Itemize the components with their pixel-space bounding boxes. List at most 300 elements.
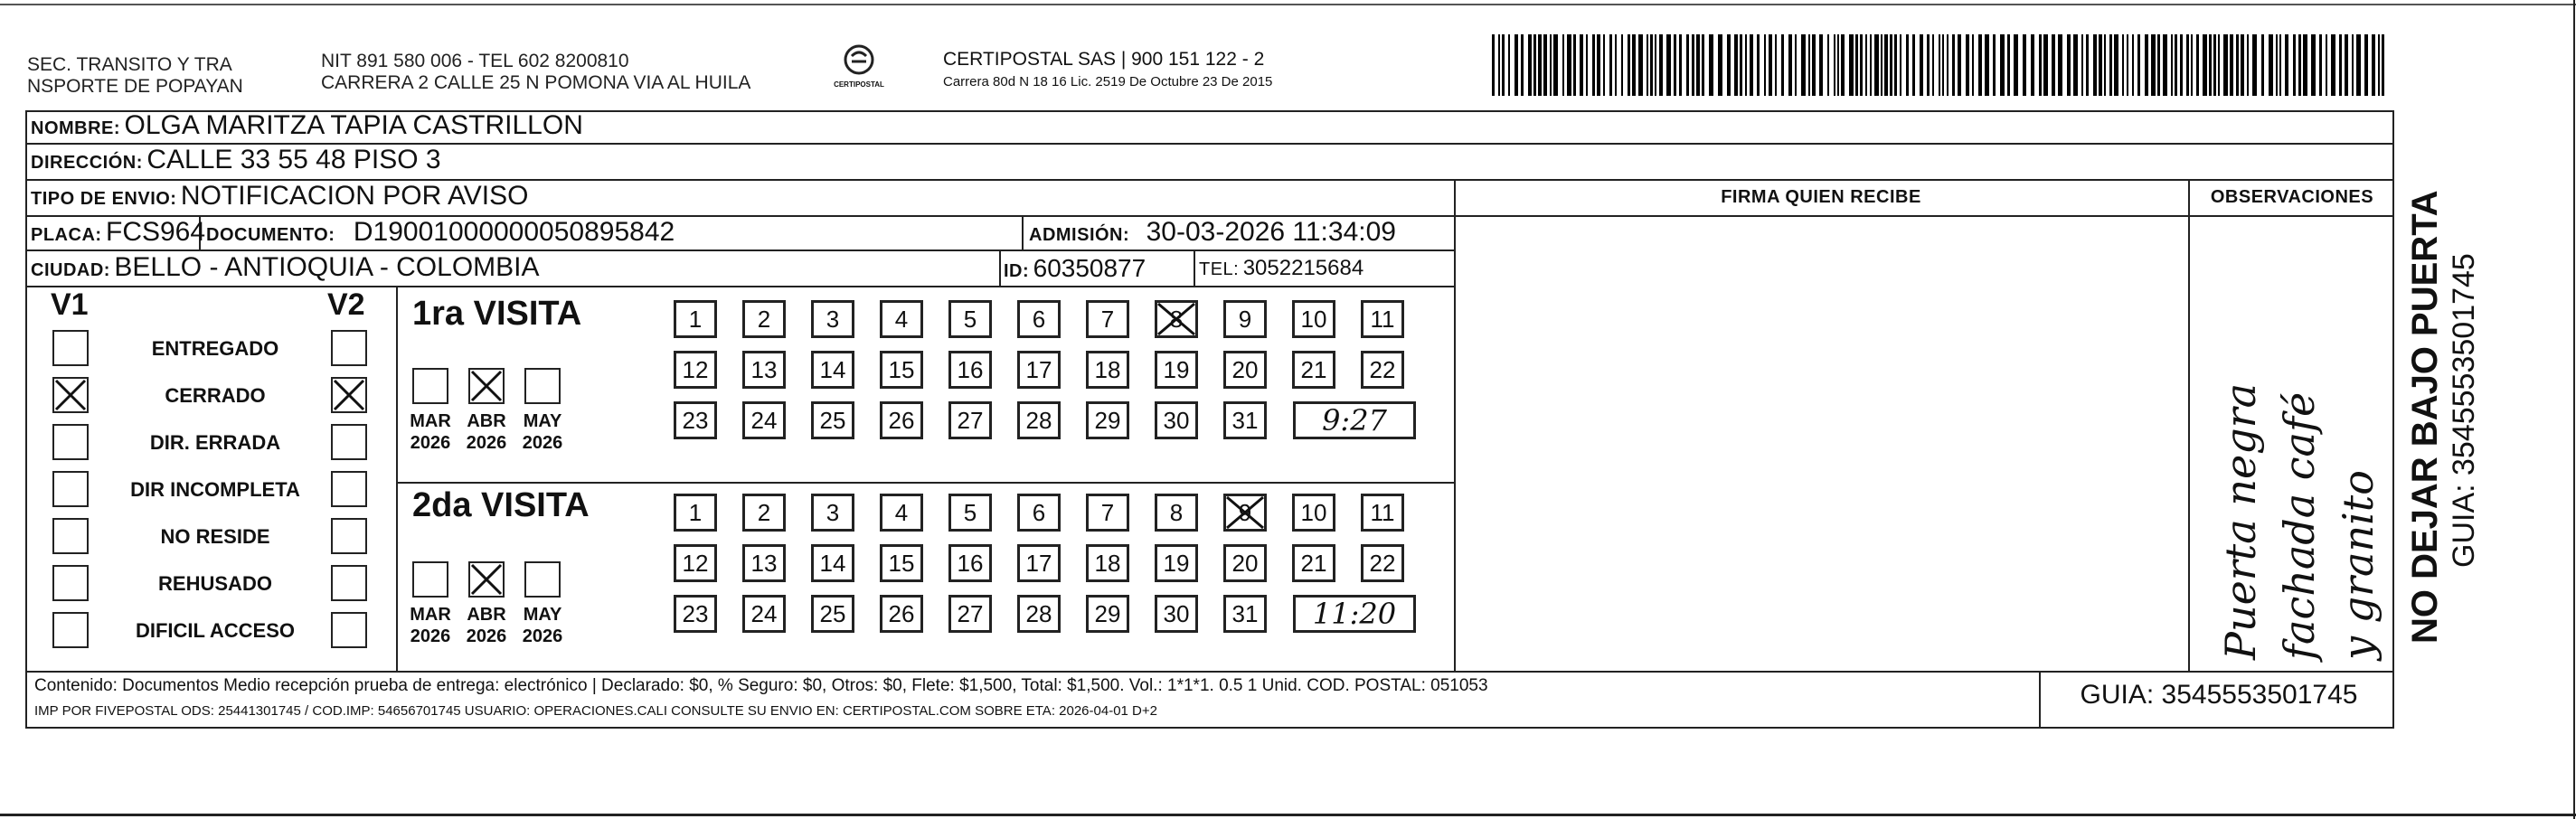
barcode-bar [1764, 34, 1766, 96]
second-visit-day-box[interactable]: 5 [948, 494, 992, 532]
barcode-bar [1533, 34, 1536, 96]
barcode-bar [2007, 34, 2010, 96]
first-visit-day-box[interactable]: 24 [742, 401, 786, 439]
status-label: DIR INCOMPLETA [130, 478, 300, 501]
second-visit-day-box[interactable]: 19 [1155, 544, 1198, 582]
barcode-bar [1849, 34, 1854, 96]
barcode [1492, 34, 2396, 96]
barcode-bar [2326, 34, 2327, 96]
direccion-row [31, 145, 441, 175]
v1-label: V1 [51, 287, 89, 322]
first-visit-day-box[interactable]: 31 [1223, 401, 1267, 439]
first-visit-day-box[interactable]: 29 [1086, 401, 1129, 439]
logo-icon [843, 43, 875, 76]
no-dejar-bajo-puerta: NO DEJAR BAJO PUERTA [2405, 190, 2445, 644]
first-visit-day-box[interactable]: 30 [1155, 401, 1198, 439]
barcode-bar [2145, 34, 2148, 96]
barcode-bar [1727, 34, 1731, 96]
visits-divider [396, 482, 1454, 484]
barcode-bar [2378, 34, 2380, 96]
nombre-row [31, 110, 583, 141]
barcode-bar [1632, 34, 1636, 96]
barcode-bar [1870, 34, 1872, 96]
barcode-bar [1628, 34, 1630, 96]
barcode-bar [1674, 34, 1676, 96]
observation-line-2: fachada café [2275, 391, 2324, 660]
first-visit-day-box[interactable]: 4 [880, 300, 923, 338]
status-v1-checkbox[interactable] [52, 612, 89, 648]
status-label: NO RESIDE [160, 525, 270, 548]
barcode-bar [2241, 34, 2244, 96]
barcode-bar [2364, 34, 2368, 96]
first-visit-day-box[interactable]: 26 [880, 401, 923, 439]
logo-text: CERTIPOSTAL [834, 80, 884, 89]
footer-guia-divider [2039, 671, 2041, 729]
status-label: CERRADO [165, 384, 266, 407]
barcode-bar [1966, 34, 1969, 96]
status-v1-checkbox[interactable] [52, 471, 89, 507]
nit-line2: CARRERA 2 CALLE 25 N POMONA VIA AL HUILA [321, 72, 751, 93]
barcode-bar [2058, 34, 2062, 96]
barcode-bar [1734, 34, 1738, 96]
barcode-bar [2031, 34, 2034, 96]
barcode-bar [1508, 34, 1510, 96]
second-visit-day-box[interactable]: 21 [1292, 544, 1335, 582]
barcode-bar [1709, 34, 1713, 96]
barcode-bar [2223, 34, 2228, 96]
barcode-bar [1912, 34, 1915, 96]
status-right-line [396, 286, 398, 671]
barcode-bar [2339, 34, 2342, 96]
firma-left-line [1454, 179, 1456, 671]
barcode-bar [1865, 34, 1867, 96]
first-visit-day-box[interactable]: 23 [674, 401, 717, 439]
barcode-bar [1666, 34, 1671, 96]
second-visit-month-label: ABR 2026 [466, 605, 507, 646]
barcode-bar [2157, 34, 2160, 96]
first-visit-month-label: MAR 2026 [410, 411, 451, 453]
barcode-bar [2109, 34, 2112, 96]
issuer-block [27, 54, 243, 98]
admision-row [1029, 217, 1396, 248]
barcode-bar [2261, 34, 2264, 96]
second-visit-day-box[interactable]: 8 [1155, 494, 1198, 532]
second-visit-day-box[interactable]: 29 [1086, 595, 1129, 633]
second-visit-day-box[interactable]: 3 [811, 494, 854, 532]
barcode-bar [1686, 34, 1689, 96]
second-visit-day-box[interactable]: 23 [674, 595, 717, 633]
admision-value: 30-03-2026 11:34:09 [1146, 217, 1396, 247]
courier-line1: CERTIPOSTAL SAS | 900 151 122 - 2 [943, 49, 1265, 70]
barcode-bar [2213, 34, 2216, 96]
barcode-bar [2081, 34, 2083, 96]
barcode-bar [2372, 34, 2375, 96]
footer-contenido: Contenido: Documentos Medio recepción prueba de entrega: electrónico | Declarado: $0, % Seguro: $0, Otros: $0, Flete: $1,500, Total: $1,500. Vol.: 1*1*1. 0.5 1 Unid. COD. POSTAL: 051053 [34, 676, 1488, 695]
second-visit-day-box[interactable]: 13 [742, 544, 786, 582]
barcode-bar [1621, 34, 1623, 96]
second-visit-day-box[interactable]: 24 [742, 595, 786, 633]
first-visit-day-box[interactable]: 6 [1017, 300, 1061, 338]
courier-line2: Carrera 80d N 18 16 Lic. 2519 De Octubre 23 De 2015 [943, 74, 1273, 89]
status-label: ENTREGADO [151, 337, 279, 360]
barcode-bar [1985, 34, 1989, 96]
barcode-bar [1492, 34, 1495, 96]
barcode-bar [1692, 34, 1694, 96]
barcode-bar [2345, 34, 2348, 96]
first-visit-day-box[interactable]: 3 [811, 300, 854, 338]
barcode-bar [2191, 34, 2193, 96]
id-label: ID: [1004, 261, 1030, 281]
side-guia: GUIA: 3545553501745 [2447, 253, 2481, 568]
second-visit-day-box[interactable]: 26 [880, 595, 923, 633]
first-visit-day-box[interactable]: 28 [1017, 401, 1061, 439]
barcode-bar [2043, 34, 2048, 96]
second-visit-day-box[interactable]: 9 [1223, 494, 1267, 532]
tel-row [1199, 256, 1363, 281]
courier-block [943, 49, 1272, 89]
barcode-bar [1900, 34, 1901, 96]
second-visit-day-box[interactable]: 11 [1361, 494, 1404, 532]
barcode-bar [1562, 34, 1564, 96]
first-visit-day-box[interactable]: 12 [674, 351, 717, 389]
ciudad-row [31, 252, 540, 283]
nombre-label: NOMBRE: [31, 118, 121, 138]
barcode-bar [2247, 34, 2249, 96]
barcode-bar [1597, 34, 1600, 96]
issuer-line1: SEC. TRANSITO Y TRA [27, 54, 232, 75]
first-visit-day-box[interactable]: 14 [811, 351, 854, 389]
second-visit-day-box[interactable]: 4 [880, 494, 923, 532]
second-visit-day-box[interactable]: 31 [1223, 595, 1267, 633]
barcode-bar [2269, 34, 2273, 96]
nit-block [321, 51, 750, 94]
barcode-bar [1757, 34, 1760, 96]
barcode-bar [1573, 34, 1576, 96]
tipo-value: NOTIFICACION POR AVISO [180, 181, 529, 211]
second-visit-month-label: MAR 2026 [410, 605, 451, 646]
first-visit-day-box[interactable]: 21 [1292, 351, 1335, 389]
second-visit-month-label: MAY 2026 [522, 605, 563, 646]
id-value: 60350877 [1033, 254, 1146, 282]
top-border [0, 4, 2576, 5]
status-v2-checkbox[interactable] [331, 377, 367, 413]
barcode-bar [2127, 34, 2128, 96]
observaciones-header: OBSERVACIONES [2210, 187, 2374, 207]
documento-label: DOCUMENTO: [206, 225, 335, 245]
barcode-bar [1538, 34, 1542, 96]
second-visit-day-box[interactable]: 14 [811, 544, 854, 582]
barcode-bar [2093, 34, 2097, 96]
barcode-bar [1884, 34, 1888, 96]
barcode-bar [2099, 34, 2102, 96]
barcode-bar [1939, 34, 1940, 96]
v2-label: V2 [327, 287, 365, 322]
second-visit-month-checkbox[interactable] [524, 561, 561, 598]
barcode-bar [1550, 34, 1552, 96]
status-v2-checkbox[interactable] [331, 330, 367, 366]
placa-row [31, 217, 205, 248]
second-visit-day-box[interactable]: 27 [948, 595, 992, 633]
row-line-4 [25, 249, 1454, 251]
first-visit-day-box[interactable]: 25 [811, 401, 854, 439]
barcode-bar [1586, 34, 1588, 96]
barcode-bar [2132, 34, 2134, 96]
barcode-bar [2218, 34, 2220, 96]
barcode-bar [2331, 34, 2335, 96]
barcode-bar [1932, 34, 1934, 96]
barcode-bar [1874, 34, 1879, 96]
second-visit-month-checkbox[interactable] [412, 561, 448, 598]
second-visit-day-box[interactable]: 20 [1223, 544, 1267, 582]
first-visit-time-box: 9:27 [1293, 401, 1416, 439]
status-v1-checkbox[interactable] [52, 377, 89, 413]
barcode-bar [2180, 34, 2183, 96]
first-visit-day-box[interactable]: 15 [880, 351, 923, 389]
barcode-bar [1906, 34, 1909, 96]
barcode-bar [1521, 34, 1524, 96]
barcode-bar [2252, 34, 2257, 96]
second-visit-day-box[interactable]: 30 [1155, 595, 1198, 633]
barcode-bar [1659, 34, 1663, 96]
second-visit-day-box[interactable]: 25 [811, 595, 854, 633]
barcode-bar [2151, 34, 2156, 96]
barcode-bar [1958, 34, 1961, 96]
id-tel-divider [1194, 249, 1195, 286]
barcode-bar [1942, 34, 1944, 96]
footer-guia: GUIA: 3545553501745 [2080, 680, 2358, 710]
handwritten-observation [2192, 226, 2392, 669]
firma-header-line [1454, 215, 2394, 217]
barcode-bar [1498, 34, 1500, 96]
second-visit-day-box[interactable]: 6 [1017, 494, 1061, 532]
id-row [1004, 254, 1146, 283]
first-visit-month-checkbox[interactable] [524, 368, 561, 404]
barcode-bar [1655, 34, 1656, 96]
barcode-bar [2382, 34, 2384, 96]
direccion-label: DIRECCIÓN: [31, 153, 143, 173]
first-visit-day-box[interactable]: 17 [1017, 351, 1061, 389]
first-visit-day-box[interactable]: 9 [1223, 300, 1267, 338]
second-visit-day-box[interactable]: 10 [1292, 494, 1335, 532]
barcode-bar [2137, 34, 2140, 96]
barcode-bar [1696, 34, 1700, 96]
status-v1-checkbox[interactable] [52, 424, 89, 460]
barcode-bar [1775, 34, 1777, 96]
barcode-bar [2023, 34, 2026, 96]
second-visit-day-box[interactable]: 28 [1017, 595, 1061, 633]
barcode-bar [2104, 34, 2106, 96]
status-v1-checkbox[interactable] [52, 518, 89, 554]
second-visit-day-box[interactable]: 22 [1361, 544, 1404, 582]
first-visit-day-box[interactable]: 1 [674, 300, 717, 338]
barcode-bar [2052, 34, 2055, 96]
status-label: REHUSADO [158, 572, 272, 595]
admision-label: ADMISIÓN: [1029, 225, 1130, 245]
doc-admision-divider [1022, 215, 1024, 249]
barcode-bar [1718, 34, 1722, 96]
barcode-bar [1502, 34, 1505, 96]
firma-header: FIRMA QUIEN RECIBE [1721, 187, 1921, 207]
second-visit-day-box[interactable]: 12 [674, 544, 717, 582]
second-visit-day-box[interactable]: 15 [880, 544, 923, 582]
barcode-bar [1890, 34, 1892, 96]
barcode-bar [1553, 34, 1558, 96]
issuer-line2: NSPORTE DE POPAYAN [27, 76, 243, 97]
placa-label: PLACA: [31, 225, 102, 245]
first-visit-day-box[interactable]: 11 [1361, 300, 1404, 338]
footer-imp: IMP POR FIVEPOSTAL ODS: 25441301745 / COD.IMP: 54656701745 USUARIO: OPERACIONES.CALI CONSULTE SU ENVIO EN: CERTIPOSTAL.COM SOBRE ETA: 2026-04-01 D+2 [34, 703, 1157, 719]
barcode-bar [1834, 34, 1835, 96]
barcode-bar [1978, 34, 1982, 96]
barcode-bar [2122, 34, 2124, 96]
second-visit-month-checkbox[interactable] [468, 561, 505, 598]
barcode-bar [1647, 34, 1648, 96]
status-v2-checkbox[interactable] [331, 518, 367, 554]
barcode-bar [2014, 34, 2018, 96]
barcode-bar [1740, 34, 1742, 96]
barcode-bar [1841, 34, 1845, 96]
barcode-bar [1514, 34, 1518, 96]
barcode-bar [1993, 34, 1996, 96]
bottom-border [0, 814, 2576, 816]
first-visit-month-label: MAY 2026 [522, 411, 563, 453]
first-visit-day-box[interactable]: 8 [1155, 300, 1198, 338]
first-visit-day-box[interactable]: 19 [1155, 351, 1198, 389]
right-border [2573, 0, 2575, 819]
tel-label: TEL: [1199, 259, 1240, 279]
status-v2-checkbox[interactable] [331, 565, 367, 601]
barcode-bar [2303, 34, 2307, 96]
nit-line1: NIT 891 580 006 - TEL 602 8200810 [321, 51, 629, 71]
barcode-bar [1781, 34, 1784, 96]
second-visit-day-box[interactable]: 7 [1086, 494, 1129, 532]
nombre-value: OLGA MARITZA TAPIA CASTRILLON [124, 110, 583, 140]
second-visit-day-box[interactable]: 2 [742, 494, 786, 532]
barcode-bar [2186, 34, 2189, 96]
barcode-bar [1603, 34, 1605, 96]
barcode-bar [2171, 34, 2173, 96]
barcode-bar [1615, 34, 1617, 96]
status-v1-checkbox[interactable] [52, 330, 89, 366]
observation-line-1: Puerta negra [2216, 382, 2265, 660]
barcode-bar [1769, 34, 1772, 96]
status-v2-checkbox[interactable] [331, 612, 367, 648]
second-visit-day-box[interactable]: 18 [1086, 544, 1129, 582]
barcode-bar [1679, 34, 1682, 96]
status-v2-checkbox[interactable] [331, 471, 367, 507]
barcode-bar [2279, 34, 2281, 96]
barcode-bar [2203, 34, 2207, 96]
observation-line-3: y granito [2334, 470, 2383, 660]
barcode-bar [1855, 34, 1858, 96]
ciudad-value: BELLO - ANTIOQUIA - COLOMBIA [114, 252, 540, 282]
barcode-bar [1860, 34, 1863, 96]
barcode-bar [1894, 34, 1897, 96]
barcode-bar [1795, 34, 1797, 96]
barcode-bar [1609, 34, 1612, 96]
ciudad-id-divider [999, 249, 1001, 286]
first-visit-day-box[interactable]: 27 [948, 401, 992, 439]
documento-row [206, 217, 675, 248]
first-visit-day-box[interactable]: 22 [1361, 351, 1404, 389]
barcode-bar [2039, 34, 2042, 96]
direccion-value: CALLE 33 55 48 PISO 3 [146, 145, 441, 174]
tel-value: 3052215684 [1242, 256, 1364, 280]
barcode-bar [1972, 34, 1974, 96]
first-visit-day-box[interactable]: 20 [1223, 351, 1267, 389]
tipo-row [31, 181, 528, 212]
barcode-bar [2073, 34, 2078, 96]
barcode-bar [2067, 34, 2071, 96]
barcode-bar [1827, 34, 1829, 96]
first-visit-day-box[interactable]: 16 [948, 351, 992, 389]
certipostal-logo [827, 43, 891, 89]
barcode-bar [2236, 34, 2239, 96]
barcode-bar [2230, 34, 2233, 96]
barcode-bar [2196, 34, 2199, 96]
barcode-bar [1952, 34, 1955, 96]
obs-left-line [2188, 179, 2190, 671]
second-visit-day-box[interactable]: 16 [948, 544, 992, 582]
second-visit-day-box[interactable]: 17 [1017, 544, 1061, 582]
first-visit-day-box[interactable]: 10 [1292, 300, 1335, 338]
status-label: DIFICIL ACCESO [135, 619, 295, 642]
barcode-bar [1808, 34, 1810, 96]
barcode-bar [2114, 34, 2118, 96]
barcode-bar [1837, 34, 1839, 96]
barcode-bar [2163, 34, 2167, 96]
barcode-bar [2175, 34, 2177, 96]
first-visit-month-checkbox[interactable] [468, 368, 505, 404]
barcode-bar [1788, 34, 1792, 96]
first-visit-day-box[interactable]: 2 [742, 300, 786, 338]
placa-value: FCS964 [106, 217, 206, 247]
barcode-bar [1650, 34, 1653, 96]
barcode-bar [2276, 34, 2278, 96]
first-visit-day-box[interactable]: 7 [1086, 300, 1129, 338]
second-visit-time-box: 11:20 [1293, 595, 1416, 633]
barcode-bar [2209, 34, 2212, 96]
barcode-bar [1750, 34, 1753, 96]
barcode-bar [1638, 34, 1643, 96]
barcode-bar [2311, 34, 2316, 96]
first-visit-day-box[interactable]: 13 [742, 351, 786, 389]
tipo-label: TIPO DE ENVIO: [31, 189, 177, 209]
barcode-bar [1702, 34, 1704, 96]
barcode-bar [1927, 34, 1930, 96]
status-v1-checkbox[interactable] [52, 565, 89, 601]
barcode-bar [2000, 34, 2005, 96]
status-v2-checkbox[interactable] [331, 424, 367, 460]
first-visit-month-checkbox[interactable] [412, 368, 448, 404]
first-visit-day-box[interactable]: 18 [1086, 351, 1129, 389]
first-visit-month-label: ABR 2026 [466, 411, 507, 453]
barcode-bar [1567, 34, 1571, 96]
first-visit-day-box[interactable]: 5 [948, 300, 992, 338]
barcode-bar [2319, 34, 2322, 96]
second-visit-title: 2da VISITA [412, 486, 590, 524]
first-visit-title: 1ra VISITA [412, 295, 582, 333]
ciudad-label: CIUDAD: [31, 260, 110, 280]
second-visit-day-box[interactable]: 1 [674, 494, 717, 532]
barcode-bar [2356, 34, 2361, 96]
barcode-bar [2293, 34, 2296, 96]
barcode-bar [1947, 34, 1949, 96]
barcode-bar [2352, 34, 2354, 96]
row-line-5 [25, 286, 1454, 287]
barcode-bar [2298, 34, 2301, 96]
barcode-bar [1801, 34, 1806, 96]
